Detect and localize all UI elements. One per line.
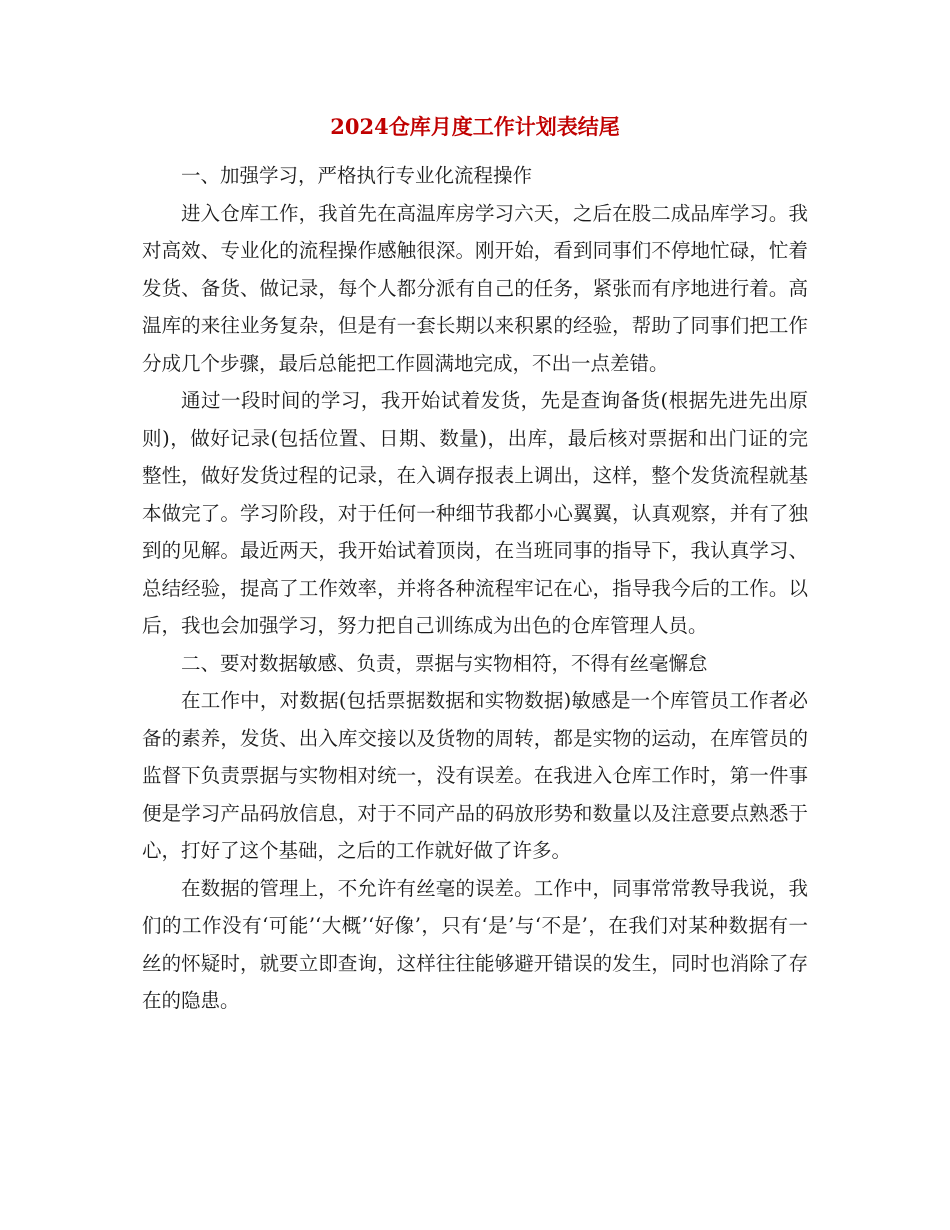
section-heading-2: 二、要对数据敏感、负责，票据与实物相符，不得有丝毫懈怠 xyxy=(181,651,708,675)
section-heading-1: 一、加强学习，严格执行专业化流程操作 xyxy=(181,164,533,187)
paragraph: 在数据的管理上，不允许有丝毫的误差。工作中，同事常常教导我说，我们的工作没有‘可能’‘大概’‘好像’，只有‘是’与‘不是’，在我们对某种数据有一丝的怀疑时，就要立即查询，这样往往能够避开错误的发生，同时也消除了存在的隐患。 xyxy=(142,876,808,1012)
paragraph: 进入仓库工作，我首先在高温库房学习六天，之后在股二成品库学习。我对高效、专业化的流程操作感触很深。刚开始，看到同事们不停地忙碌，忙着发货、备货、做记录，每个人都分派有自己的任务，紧张而有序地进行着。高温库的来往业务复杂，但是有一套长期以来积累的经验，帮助了同事们把工作分成几个步骤，最后总能把工作圆满地完成，不出一点差错。 xyxy=(142,201,808,375)
document-body xyxy=(142,157,808,1020)
paragraph: 通过一段时间的学习，我开始试着发货，先是查询备货(根据先进先出原则)，做好记录(包括位置、日期、数量)，出库，最后核对票据和出门证的完整性，做好发货过程的记录，在入调存报表上调出，这样，整个发货流程就基本做完了。学习阶段，对于任何一种细节我都小心翼翼，认真观察，并有了独到的见解。最近两天，我开始试着顶岗，在当班同事的指导下，我认真学习、总结经验，提高了工作效率，并将各种流程牢记在心，指导我今后的工作。以后，我也会加强学习，努力把自己训练成为出色的仓库管理人员。 xyxy=(142,389,808,637)
document-title: 2024仓库月度工作计划表结尾 xyxy=(330,114,620,139)
paragraph: 在工作中，对数据(包括票据数据和实物数据)敏感是一个库管员工作者必备的素养，发货、出入库交接以及货物的周转，都是实物的运动，在库管员的监督下负责票据与实物相对统一，没有误差。在我进入仓库工作时，第一件事便是学习产品码放信息，对于不同产品的码放形势和数量以及注意要点熟悉于心，打好了这个基础，之后的工作就好做了许多。 xyxy=(142,689,808,862)
